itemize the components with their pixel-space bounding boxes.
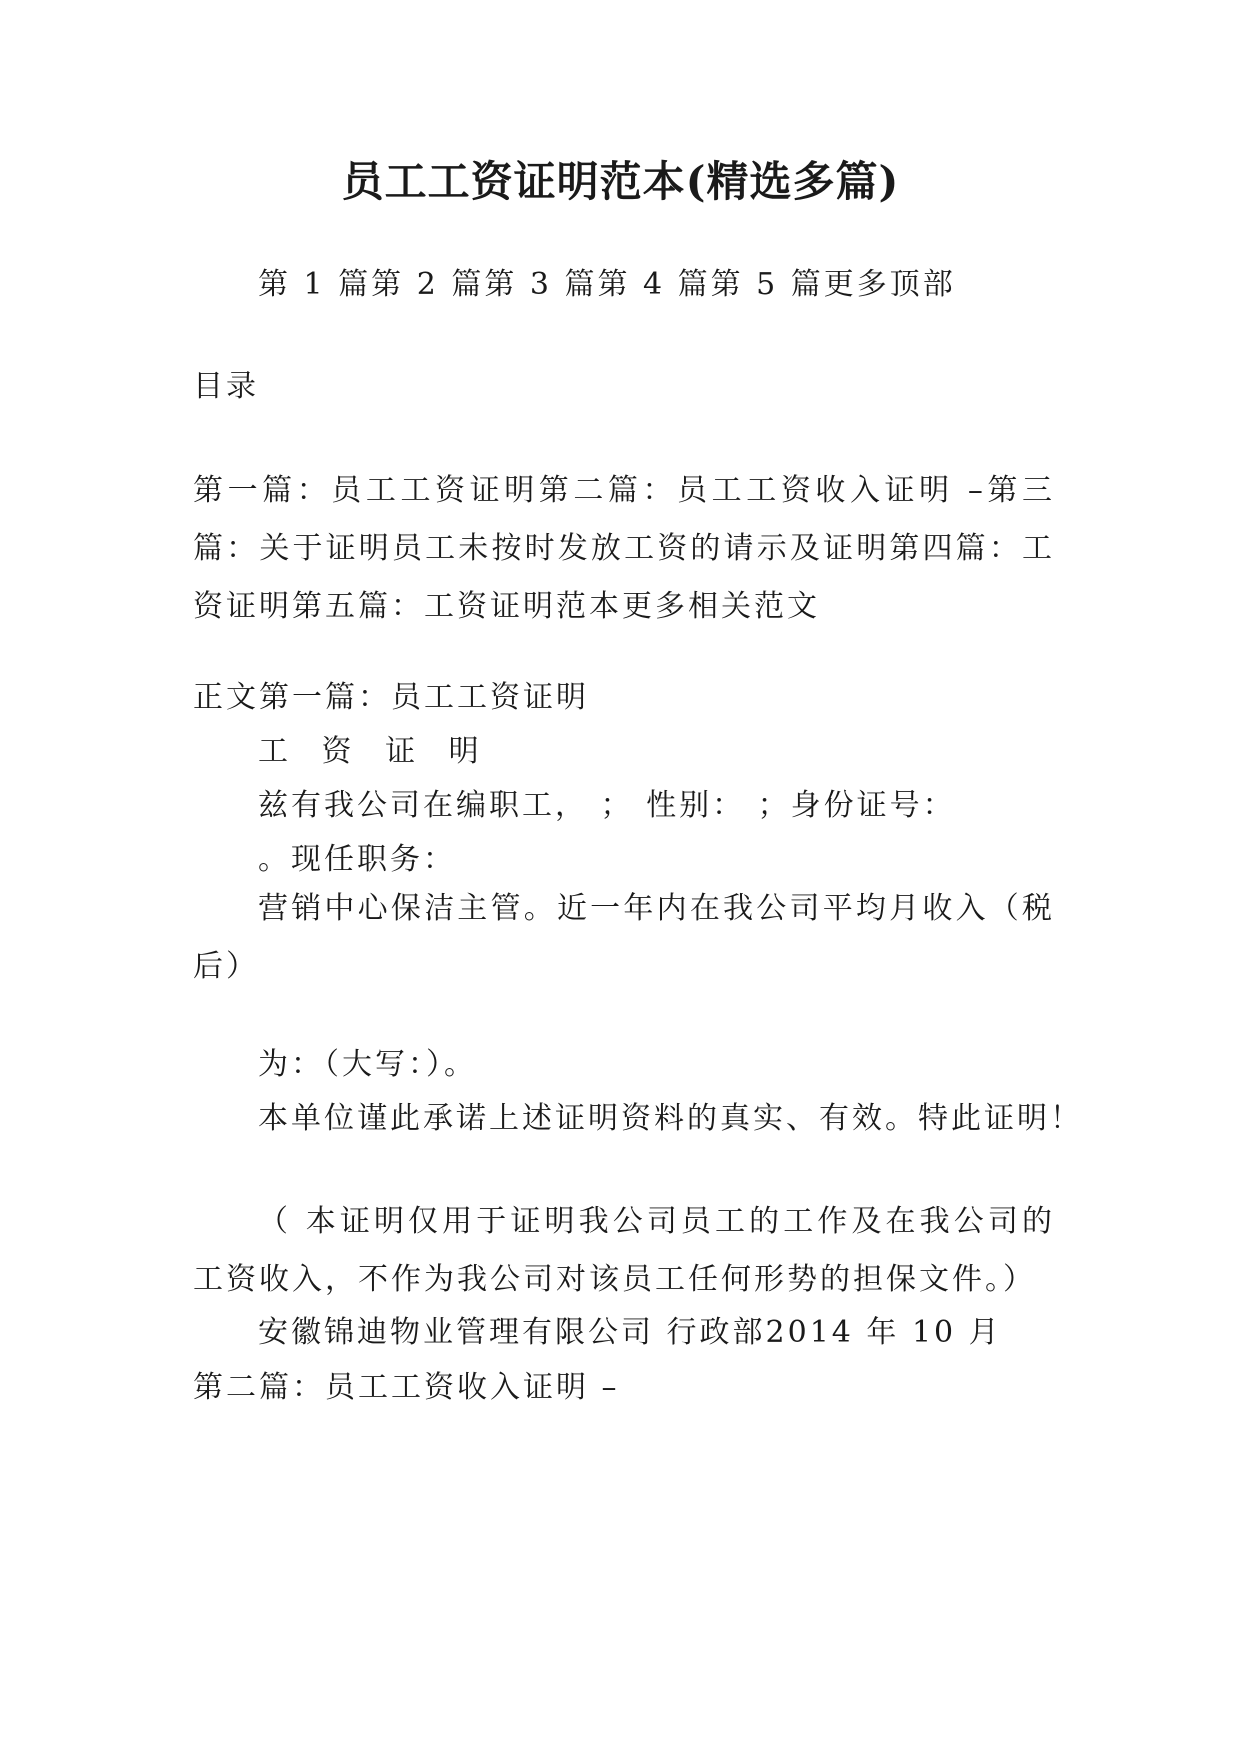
paragraph-commitment: 本单位谨此承诺上述证明资料的真实、有效。特此证明！: [258, 1101, 1083, 1136]
paragraph-employee-info: 兹有我公司在编职工， ； 性别： ；身份证号：: [258, 788, 956, 823]
body-heading: 正文第一篇：员工工资证明: [193, 680, 589, 715]
toc-text: 第一篇：员工工资证明第二篇：员工工资收入证明 –第三篇：关于证明员工未按时发放工资的请示及证明第四篇：工资证明第五篇：工资证明范本更多相关范文: [193, 473, 1055, 624]
signature-line: 安徽锦迪物业管理有限公司 行政部2014 年 10 月: [258, 1315, 1002, 1350]
paragraph-note: （ 本证明仅用于证明我公司员工的工作及在我公司的工资收入，不作为我公司对该员工任何形势的担保文件。）: [193, 1204, 1055, 1297]
document-title: 员工工资证明范本(精选多篇): [341, 157, 900, 206]
paragraph-income: 营销中心保洁主管。近一年内在我公司平均月收入（税后）: [193, 891, 1055, 984]
article-nav-links[interactable]: 第 1 篇第 2 篇第 3 篇第 4 篇第 5 篇更多顶部: [258, 267, 956, 302]
certificate-title: 工 资 证 明: [258, 734, 491, 769]
toc-heading: 目录: [193, 369, 259, 404]
next-article-heading: 第二篇：员工工资收入证明 –: [193, 1370, 620, 1405]
paragraph-position: 。现任职务：: [258, 842, 456, 877]
paragraph-amount: 为：（大写：）。: [258, 1047, 477, 1082]
